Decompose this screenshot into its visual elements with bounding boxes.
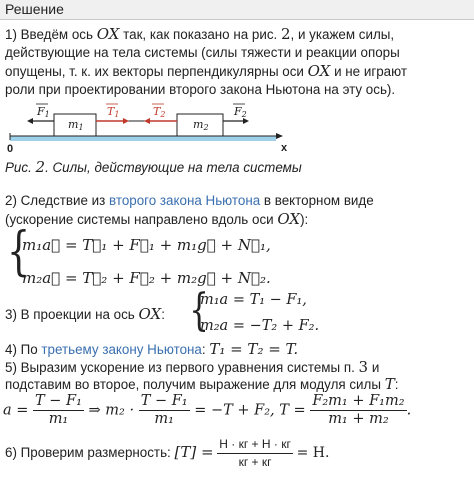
- step2-line2: [5, 211, 308, 229]
- step5-text: 5) Выразим ускорение из первого уравнения системы п.: [5, 360, 359, 375]
- step6-line: [5, 436, 329, 471]
- formula-a: a =: [3, 402, 29, 419]
- force-t2-arrowhead: [144, 118, 150, 124]
- step4-text: 4) По: [5, 342, 42, 357]
- vector-equation-1: m₁a⃗ = T⃗₁ + F⃗₁ + m₁g⃗ + N⃗₁,: [22, 236, 271, 254]
- x-axis-arrowhead: [276, 133, 283, 139]
- step3-text: 3) В проекции на ось: [5, 307, 139, 322]
- step1-line4: роли при проектировании второго закона Ньютона на эту ось).: [5, 82, 396, 97]
- projection-brace: {: [189, 285, 209, 336]
- step1-text: 1) Введём ось: [5, 27, 97, 42]
- fig-ref: 2: [280, 25, 291, 43]
- dimension-fraction: [217, 436, 293, 471]
- step4-equation: T₁ = T₂ = T.: [209, 340, 299, 358]
- formula-end: .: [406, 402, 412, 419]
- caption-text: . Силы, действующие на тела системы: [45, 160, 302, 175]
- origin-label: 0: [7, 143, 14, 155]
- item-ref: 3: [358, 358, 369, 376]
- step1-text: так, как показано на рис.: [119, 27, 281, 42]
- axis-ox: OX: [138, 305, 162, 323]
- step2-text: (ускорение системы направлено вдоль оси: [5, 212, 278, 227]
- implies-arrow: ⇒ m₂ ·: [88, 402, 135, 419]
- step1-text: опущены, т. к. их векторы перпендикулярны оси: [5, 64, 308, 79]
- label-t1: T1: [107, 105, 120, 119]
- fraction-1-numerator: T − F₁: [35, 393, 82, 409]
- step6-text: 6) Проверим размерность:: [5, 445, 175, 461]
- step1-text: и не играют: [330, 64, 407, 79]
- figure-caption: [5, 158, 302, 176]
- formula-middle: = −T + F₂, T =: [194, 402, 306, 419]
- step2-text: ):: [300, 212, 309, 227]
- system-brace: {: [6, 222, 31, 282]
- axis-ox: OX: [277, 210, 301, 228]
- step5-line2: [5, 376, 398, 394]
- step2-text: в векторном виде: [260, 193, 374, 208]
- step3-line: [5, 306, 165, 324]
- dimension-numerator: Н · кг + Н · кг: [217, 436, 293, 454]
- fraction-2-denominator: m₁: [154, 411, 174, 427]
- projection-equation-1: m₁a = T₁ − F₁,: [200, 292, 307, 308]
- vector-equation-2: m₂a⃗ = T⃗₂ + F⃗₂ + m₂g⃗ + N⃗₂.: [22, 269, 271, 287]
- dimension-result: = Н.: [296, 445, 330, 462]
- header-title: Решение: [5, 1, 64, 17]
- step5-text: и: [368, 360, 380, 375]
- step4-line: [5, 341, 298, 359]
- step1-line1: [5, 26, 394, 44]
- step1-line2: действующие на тела системы (силы тяжести и реакции опоры: [5, 45, 400, 60]
- label-t2: T2: [153, 105, 166, 119]
- force-t: T: [384, 375, 395, 393]
- step3-text: :: [161, 307, 165, 322]
- fraction-3-numerator: F₂m₁ + F₁m₂: [312, 393, 405, 409]
- fraction-3-denominator: m₁ + m₂: [328, 411, 389, 427]
- step1-text: , и укажем силы,: [290, 27, 395, 42]
- force-f1-arrowhead: [27, 118, 33, 124]
- forces-figure: [0, 100, 474, 156]
- step5-text: :: [394, 377, 399, 392]
- fraction-1-denominator: m₁: [48, 411, 69, 427]
- fraction-2-numerator: T − F₁: [140, 393, 188, 409]
- step1-line3: [5, 63, 407, 81]
- label-m2: m2: [193, 118, 209, 132]
- step5-formula: [3, 393, 411, 428]
- axis-x-label: x: [281, 142, 288, 154]
- projection-equation-2: m₂a = −T₂ + F₂.: [200, 318, 320, 334]
- link-second-law[interactable]: второго закона Ньютона: [109, 193, 261, 208]
- dimension-t: [T] =: [174, 443, 214, 462]
- step2-line1: [5, 193, 374, 210]
- caption-text: Рис.: [5, 160, 36, 175]
- fraction-1: [33, 393, 84, 428]
- label-f1: F1: [37, 105, 50, 119]
- step4-text: :: [201, 342, 210, 357]
- fraction-2: [139, 393, 190, 428]
- solution-header: [0, 0, 474, 20]
- caption-number: 2: [35, 158, 46, 176]
- step5-text: подставим во второе, получим выражение для модуля силы: [5, 377, 385, 392]
- label-m1: m1: [68, 118, 84, 132]
- step2-text: 2) Следствие из: [5, 193, 110, 208]
- fraction-3: [310, 393, 406, 428]
- surface-strip: [10, 136, 276, 141]
- link-third-law[interactable]: третьему закону Ньютона: [41, 342, 202, 357]
- axis-ox: OX: [307, 62, 331, 80]
- force-t1-arrowhead: [123, 118, 129, 124]
- label-f2: F2: [234, 105, 247, 119]
- step5-line1: [5, 359, 379, 377]
- axis-ox: OX: [96, 25, 120, 43]
- dimension-denominator: кг + кг: [238, 455, 272, 469]
